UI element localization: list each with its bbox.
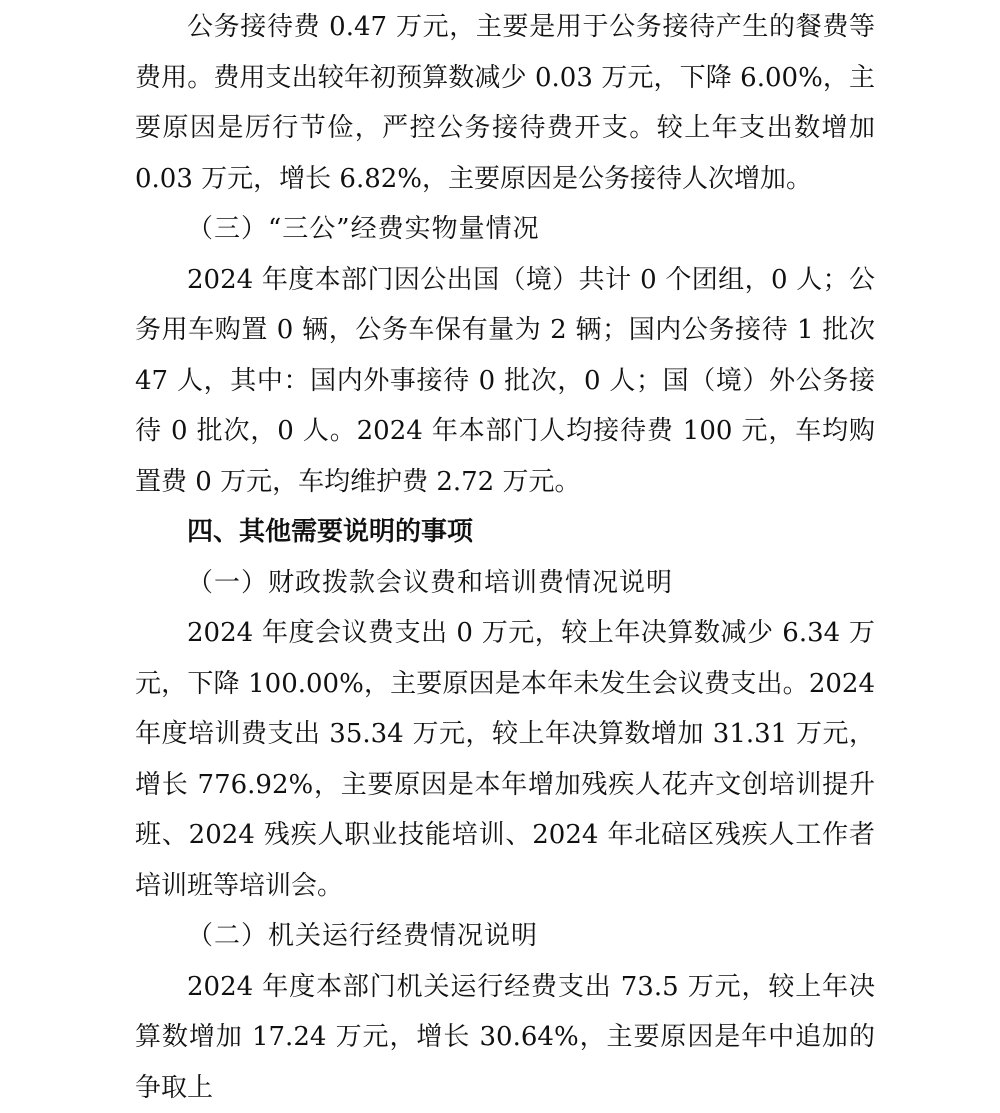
section-heading-other-matters: 四、其他需要说明的事项 xyxy=(135,507,875,558)
paragraph-physical-quantity: 2024 年度本部门因公出国（境）共计 0 个团组，0 人；公务用车购置 0 辆，公务车保有量为 2 辆；国内公务接待 1 批次 47 人，其中：国内外事接待 0 批次，0 人；国（境）外公务接待 0 批次，0 人。2024 年本部门人均接待费 100 元，车均购置费 0 万元，车均维护费 2.72 万元。 xyxy=(135,255,875,508)
subheading-meeting-training: （一）财政拨款会议费和培训费情况说明 xyxy=(135,558,875,609)
subheading-operating-expense: （二）机关运行经费情况说明 xyxy=(135,911,875,962)
paragraph-operating-expense: 2024 年度本部门机关运行经费支出 73.5 万元，较上年决算数增加 17.24 万元，增长 30.64%，主要原因是年中追加的争取上 xyxy=(135,962,875,1113)
paragraph-reception-expense: 公务接待费 0.47 万元，主要是用于公务接待产生的餐费等费用。费用支出较年初预算数减少 0.03 万元，下降 6.00%，主要原因是厉行节俭，严控公务接待费开支。较上年支出数增加 0.03 万元，增长 6.82%，主要原因是公务接待人次增加。 xyxy=(135,2,875,204)
subheading-three-public-quantity: （三）“三公”经费实物量情况 xyxy=(135,204,875,255)
paragraph-meeting-training: 2024 年度会议费支出 0 万元，较上年决算数减少 6.34 万元，下降 100.00%，主要原因是本年未发生会议费支出。2024 年度培训费支出 35.34 万元，较上年决算数增加 31.31 万元，增长 776.92%，主要原因是本年增加残疾人花卉文创培训提升班、2024 残疾人职业技能培训、2024 年北碚区残疾人工作者培训班等培训会。 xyxy=(135,608,875,911)
